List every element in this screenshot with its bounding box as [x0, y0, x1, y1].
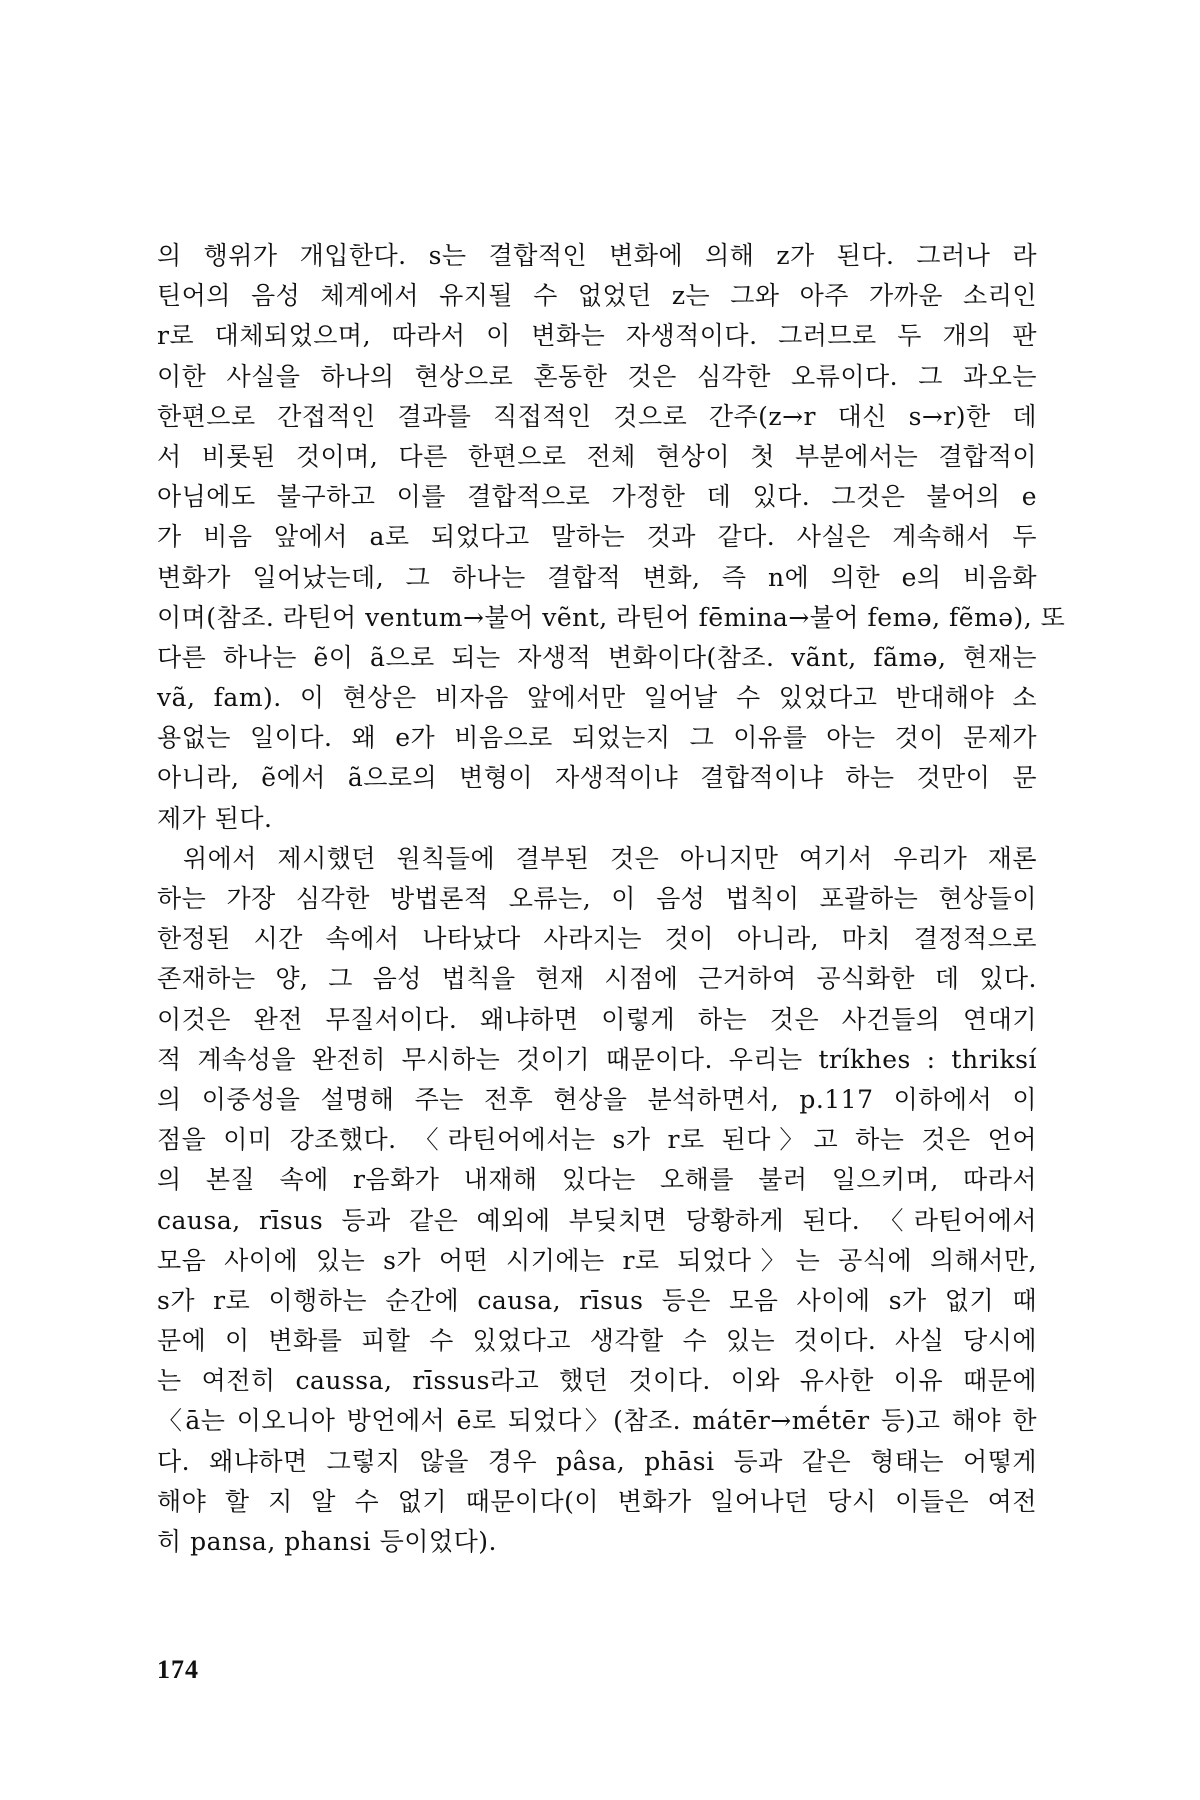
text-line: 적 계속성을 완전히 무시하는 것이기 때문이다. 우리는 tríkhes : thriksí — [157, 1044, 1037, 1074]
text-line: 의 행위가 개입한다. s는 결합적인 변화에 의해 z가 된다. 그러나 라 — [157, 241, 1037, 270]
text-line: 변화가 일어났는데, 그 하나는 결합적 변화, 즉 n에 의한 e의 비음화 — [157, 562, 1037, 592]
text-line: 모음 사이에 있는 s가 어떤 시기에는 r로 되었다〉는 공식에 의해서만, — [157, 1245, 1037, 1275]
text-line: 는 여전히 caussa, rīssus라고 했던 것이다. 이와 유사한 이유 때문에 — [157, 1366, 1037, 1396]
text-line: 의 이중성을 설명해 주는 전후 현상을 분석하면서, p.117 이하에서 이 — [157, 1084, 1037, 1114]
text-line: 아니라, ẽ에서 ã으로의 변형이 자생적이냐 결합적이냐 하는 것만이 문 — [157, 763, 1037, 793]
page-body — [157, 236, 1066, 1562]
paragraph-1 — [157, 236, 1066, 839]
text-line: 용없는 일이다. 왜 e가 비음으로 되었는지 그 이유를 아는 것이 문제가 — [157, 723, 1037, 753]
text-line: 문에 이 변화를 피할 수 있었다고 생각할 수 있는 것이다. 사실 당시에 — [157, 1326, 1037, 1356]
text-line: 틴어의 음성 체계에서 유지될 수 없었던 z는 그와 아주 가까운 소리인 — [157, 281, 1037, 311]
text-line: 다. 왜냐하면 그렇지 않을 경우 pâsa, phāsi 등과 같은 형태는 어떻게 — [157, 1446, 1037, 1476]
text-line: 제가 된다. — [157, 803, 273, 833]
text-line: 하는 가장 심각한 방법론적 오류는, 이 음성 법칙이 포괄하는 현상들이 — [157, 884, 1037, 913]
text-line: 한정된 시간 속에서 나타났다 사라지는 것이 아니라, 마치 결정적으로 — [157, 924, 1037, 954]
text-line: 이것은 완전 무질서이다. 왜냐하면 이렇게 하는 것은 사건들의 연대기 — [157, 1004, 1037, 1034]
text-line: 이며(참조. 라틴어 ventum→불어 vẽnt, 라틴어 fēmina→불어 femə, fẽmə), 또 — [157, 602, 1066, 632]
text-line: 의 본질 속에 r음화가 내재해 있다는 오해를 불러 일으키며, 따라서 — [157, 1165, 1037, 1195]
text-line: 점을 이미 강조했다. 〈라틴어에서는 s가 r로 된다〉고 하는 것은 언어 — [157, 1125, 1037, 1155]
text-line: 아님에도 불구하고 이를 결합적으로 가정한 데 있다. 그것은 불어의 e — [157, 482, 1037, 512]
text-line: 해야 할 지 알 수 없기 때문이다(이 변화가 일어나던 당시 이들은 여전 — [157, 1486, 1037, 1516]
text-line: 존재하는 양, 그 음성 법칙을 현재 시점에 근거하여 공식화한 데 있다. — [157, 964, 1037, 994]
text-line: 가 비음 앞에서 a로 되었다고 말하는 것과 같다. 사실은 계속해서 두 — [157, 522, 1037, 552]
text-line: causa, rīsus 등과 같은 예외에 부딪치면 당황하게 된다. 〈라틴어에서 — [157, 1205, 1037, 1235]
text-line: s가 r로 이행하는 순간에 causa, rīsus 등은 모음 사이에 s가 없기 때 — [157, 1285, 1037, 1315]
text-line: 한편으로 간접적인 결과를 직접적인 것으로 간주(z→r 대신 s→r)한 데 — [157, 401, 1037, 431]
text-line: r로 대체되었으며, 따라서 이 변화는 자생적이다. 그러므로 두 개의 판 — [157, 321, 1037, 351]
text-line: 이한 사실을 하나의 현상으로 혼동한 것은 심각한 오류이다. 그 과오는 — [157, 361, 1037, 391]
paragraph-2 — [157, 839, 1037, 1562]
text-line: 위에서 제시했던 원칙들에 결부된 것은 아니지만 여기서 우리가 재론 — [183, 843, 1037, 873]
text-line: 다른 하나는 ẽ이 ã으로 되는 자생적 변화이다(참조. vãnt, fãmə, 현재는 — [157, 642, 1037, 672]
text-line: 〈ā는 이오니아 방언에서 ē로 되었다〉(참조. mátēr→mḗtēr 등)고 해야 한 — [157, 1406, 1037, 1436]
page-number: 174 — [157, 1655, 199, 1684]
text-line: 서 비롯된 것이며, 다른 한편으로 전체 현상이 첫 부분에서는 결합적이 — [157, 441, 1037, 471]
text-line: vã, fam). 이 현상은 비자음 앞에서만 일어날 수 있었다고 반대해야 소 — [157, 683, 1037, 713]
text-line: 히 pansa, phansi 등이었다). — [157, 1527, 497, 1556]
